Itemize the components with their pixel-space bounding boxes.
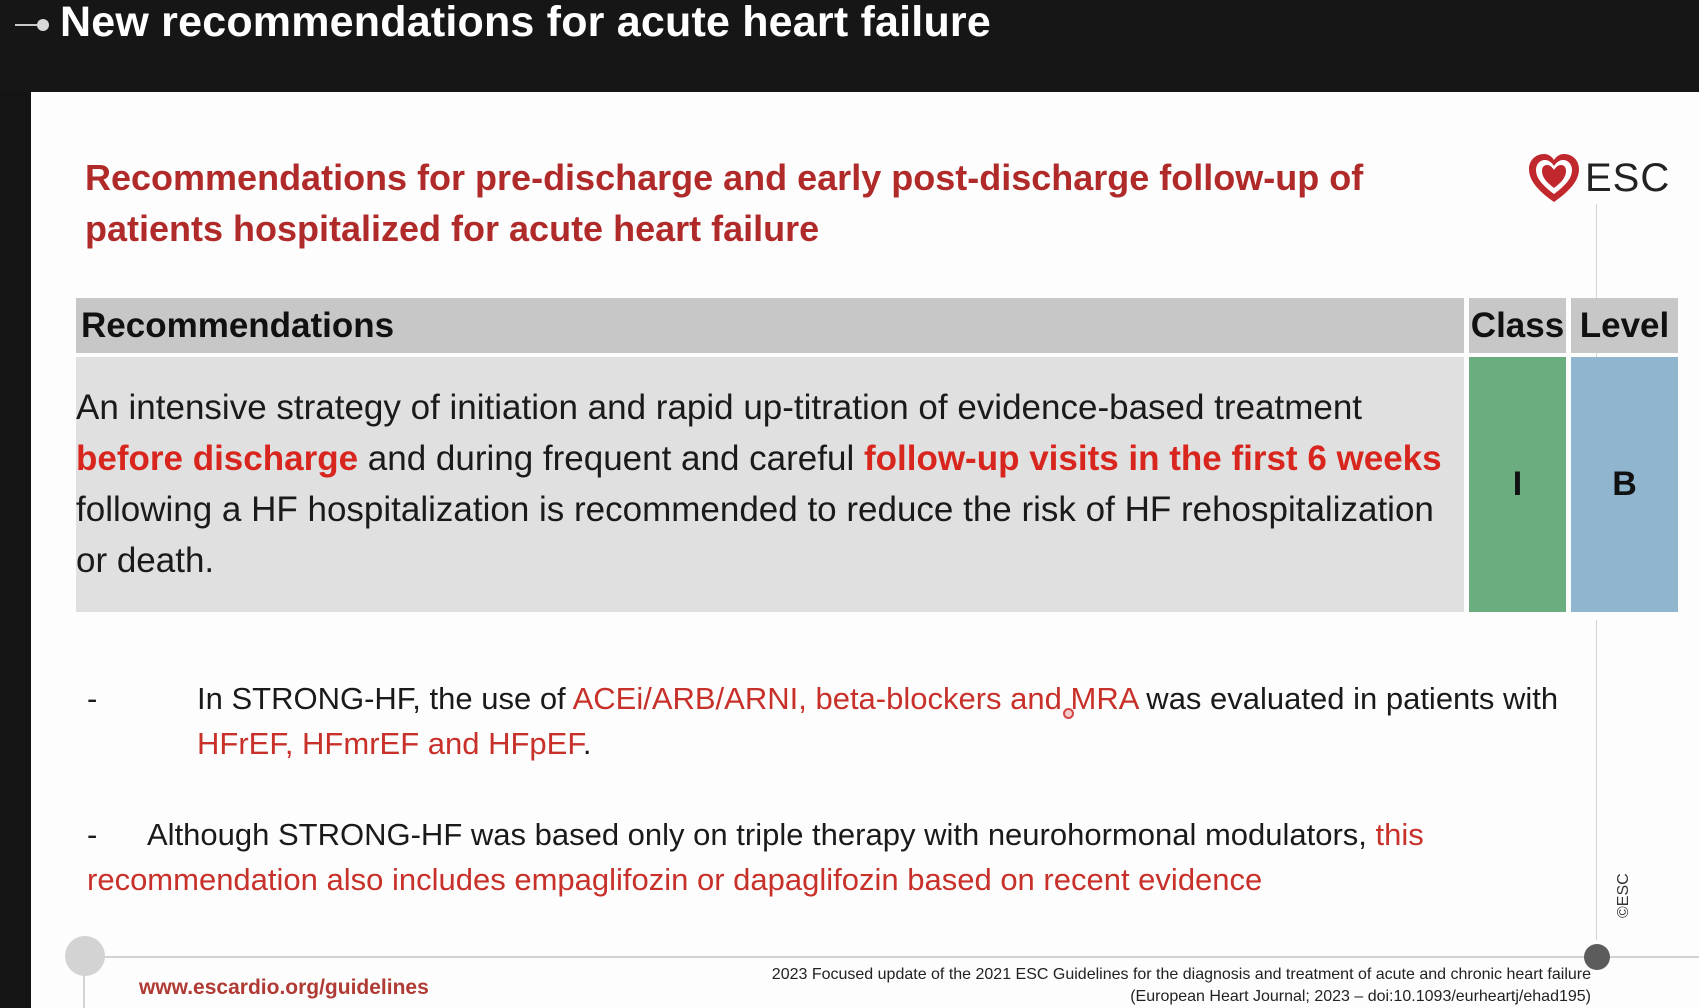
copyright-label: ©ESC bbox=[1615, 873, 1632, 918]
recommendation-cell bbox=[76, 357, 1464, 612]
rec-highlight: follow-up visits in the first 6 weeks bbox=[863, 439, 1442, 478]
footer-divider bbox=[91, 956, 1699, 958]
footer-reference: (European Heart Journal; 2023 – doi:10.1093/eurheartj/ehad195) bbox=[1130, 988, 1591, 1005]
bullet-dash: - bbox=[87, 681, 98, 716]
slide-heading: Recommendations for pre-discharge and early post-discharge follow-up of patients hospitalized for acute heart failure bbox=[85, 157, 1364, 249]
bullet-text-part: was evaluated in patients with bbox=[1137, 681, 1559, 716]
table-header-class: Class bbox=[1469, 298, 1566, 353]
column-header: Recommendations bbox=[81, 306, 395, 345]
table-header-level: Level bbox=[1571, 298, 1678, 353]
logo-text: ESC bbox=[1585, 156, 1671, 200]
esc-logo bbox=[1527, 152, 1677, 212]
bullet-highlight: HFrEF, HFmrEF and HFpEF bbox=[197, 726, 583, 761]
bullet-text bbox=[197, 676, 1577, 766]
footer-link[interactable]: www.escardio.org/guidelines bbox=[139, 976, 429, 999]
rec-highlight: before discharge bbox=[76, 439, 359, 478]
recommendation-text bbox=[76, 382, 1446, 586]
footer-dot bbox=[65, 936, 105, 976]
bullet-highlight: this recommendation also includes empaglifozin or dapaglifozin based on recent evidence bbox=[87, 817, 1424, 897]
footer-reference: 2023 Focused update of the 2021 ESC Guidelines for the diagnosis and treatment of acute and chronic heart failure bbox=[771, 966, 1591, 983]
level-cell: B bbox=[1571, 357, 1678, 612]
slide bbox=[31, 92, 1699, 1008]
bullet-text-part: . bbox=[582, 726, 592, 761]
pointer-cursor bbox=[1063, 708, 1074, 719]
footer-divider bbox=[83, 974, 85, 1008]
class-cell: I bbox=[1469, 357, 1566, 612]
bullet-dash: - bbox=[87, 817, 98, 852]
title-marker-dot bbox=[37, 19, 49, 31]
rec-text-part: An intensive strategy of initiation and rapid up-titration of evidence-based treatment bbox=[76, 388, 1363, 427]
heart-logo-icon bbox=[1527, 152, 1581, 206]
bullet-text-part: In STRONG-HF, the use of bbox=[197, 681, 573, 716]
rec-text-part: and during frequent and careful bbox=[358, 439, 864, 478]
top-bar bbox=[0, 0, 1699, 92]
table-header-recommendations bbox=[76, 298, 1464, 353]
bullet-highlight: ACEi/ARB/ARNI, beta-blockers and MRA bbox=[572, 681, 1138, 716]
page-title: New recommendations for acute heart failure bbox=[60, 0, 991, 46]
bullet-text bbox=[87, 812, 1607, 902]
bullet-text-part: Although STRONG-HF was based only on triple therapy with neurohormonal modulators, bbox=[147, 817, 1376, 852]
rec-text-part: following a HF hospitalization is recommended to reduce the risk of HF rehospitalization or death. bbox=[76, 490, 1434, 580]
